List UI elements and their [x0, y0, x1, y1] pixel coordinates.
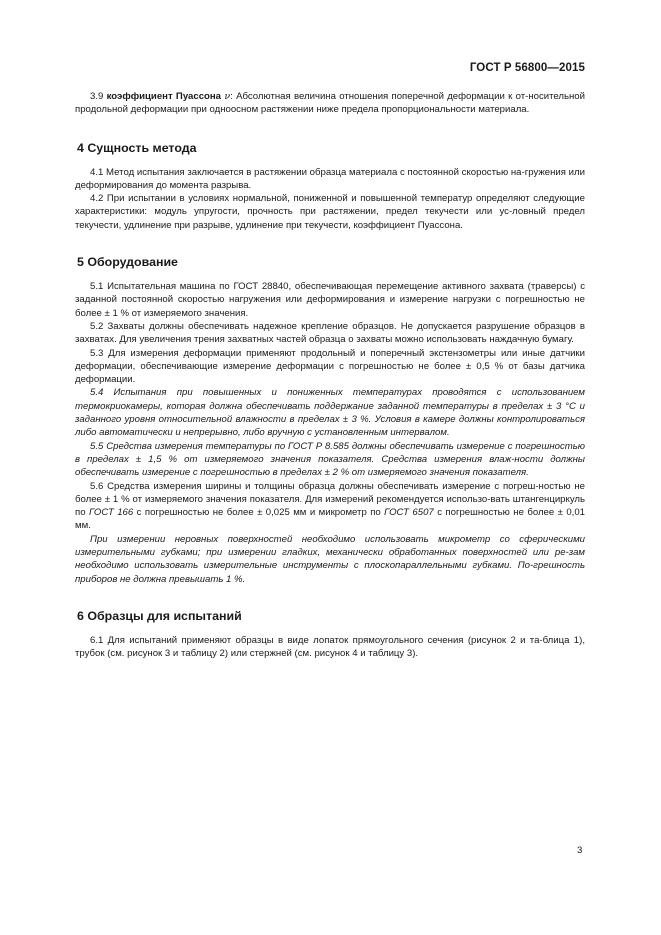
- gost-166-reference: ГОСТ 166: [88, 507, 134, 519]
- definition-number: 3.9: [90, 91, 104, 102]
- section-6-title: 6 Образцы для испытаний: [77, 608, 242, 623]
- paragraph-5-6: [75, 480, 585, 533]
- paragraph-5-5: 5.5 Средства измерения температуры по ГОСТ Р 8.585 должны обеспечивать измерение с погрешностью в пределах ± 1,5 % от измеряемого значения показателя. Средства измерения влаж-ности должны обеспечивать измерение с погрешностью в пределах ± 2 % от измеряемого значения показателя.: [75, 440, 585, 479]
- page-number: 3: [577, 845, 583, 856]
- paragraph-5-4: 5.4 Испытания при повышенных и пониженных температурах проводятся с использованием термокриокамеры, которая должна обеспечивать поддержание заданной температуры в пределах ± 3 °С и заданного уровня относительной влажности в пределах ± 3 %. Условия в камере должны контролироваться либо автоматически и непрерывно, либо вручную с установленным интервалом.: [75, 387, 585, 439]
- paragraph-5-6-part-1: 5.6 Средства измерения ширины и толщины образца должны обеспечивать измерение с погреш-ностью не более ± 1 % от измеряемого значения показателя. Для измерений рекомендуется использо-вать штангенциркуль по: [75, 480, 585, 519]
- paragraph-4-2: 4.2 При испытании в условиях нормальной, пониженной и повышенной температур определяют следующие характеристики: модуль упругости, прочность при растяжении, предел текучести или ус-ловный предел текучести, удлинение при разрыве, удлинение при текучести, коэффициент Пуассона.: [75, 193, 585, 231]
- paragraph-4-1: 4.1 Метод испытания заключается в растяжении образца материала с постоянной скоростью на-гружения или деформирования до момента разрыва.: [75, 166, 585, 191]
- definition-term: коэффициент Пуассона: [106, 91, 222, 102]
- paragraph-5-3: 5.3 Для измерения деформации применяют продольный и поперечный экстензометры или иные датчики деформации, обеспечивающие измерение деформации с погрешностью не более ± 0,5 % от базы датчика деформации.: [75, 347, 585, 386]
- document-body: [75, 90, 585, 661]
- definition-symbol: ν: [224, 91, 231, 102]
- paragraph-5-2: 5.2 Захваты должны обеспечивать надежное крепление образцов. Не допускается разрушение образцов в захватах. Для увеличения трения захватных частей образца о захваты можно использовать наждачную бумагу.: [75, 320, 585, 346]
- standard-header: ГОСТ Р 56800—2015: [469, 62, 585, 74]
- definition-3-9: [75, 90, 585, 117]
- paragraph-5-6-part-2: с погрешностью не более ± 0,025 мм и микрометр по: [133, 507, 385, 519]
- paragraph-5-6-part-3: с погрешностью не более ± 0,01 мм.: [75, 507, 586, 532]
- gost-6507-reference: ГОСТ 6507: [384, 507, 434, 519]
- paragraph-5-1: 5.1 Испытательная машина по ГОСТ 28840, обеспечивающая перемещение активного захвата (траверсы) с заданной постоянной скоростью нагружения или деформирования и измерение нагрузки с погрешностью не более ± 1 % от измеряемого значения.: [75, 281, 585, 319]
- paragraph-6-1: 6.1 Для испытаний применяют образцы в виде лопаток прямоугольного сечения (рисунок 2 и та-блица 1), трубок (см. рисунок 3 и таблицу 2) или стержней (см. рисунок 4 и таблицу 3).: [75, 634, 585, 660]
- section-5-title: 5 Оборудование: [77, 255, 178, 270]
- note-measurement: При измерении неровных поверхностей необходимо использовать микрометр со сферическими измерительными губками; при измерении гладких, механически обработанных поверхностей или ре-зам необходимо использовать измерительные инструменты с плоскопараллельными губками. По-грешность приборов не должна превышать 1 %.: [75, 533, 585, 585]
- section-4-title: 4 Сущность метода: [77, 140, 197, 155]
- definition-text: : Абсолютная величина отношения поперечной деформации к от-носительной продольной деформации при одноосном растяжении ниже предела пропорциональности материала.: [75, 91, 585, 116]
